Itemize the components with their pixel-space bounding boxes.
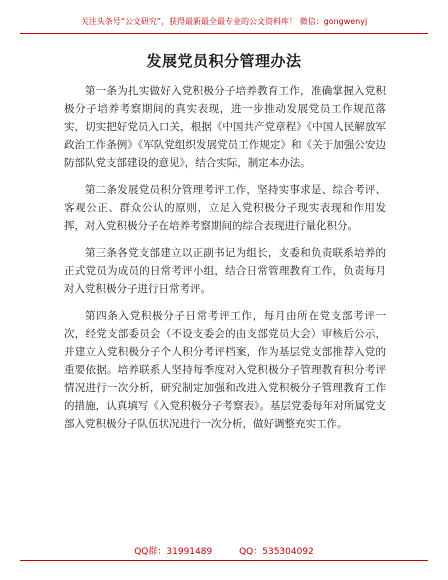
footer-qq-group: QQ群：31991489 [134, 547, 213, 557]
document-title: 发展党员积分管理办法 [146, 52, 302, 70]
paragraph-article-2: 第二条发展党员积分管理考评工作，坚持实事求是、综合考评、客观公正、群众公认的原则，立足入党积极分子现实表现和作用发挥，对入党积极分子在培养考察期间的综合表现进行量化积分。 [64, 184, 386, 232]
paragraph-article-1: 第一条为扎实做好入党积极分子培养教育工作，准确掌握入党积极分子培养考察期间的真实表现，进一步推动发展党员工作规范落实，切实把好党员入口关，根据《中国共产党章程》《中国人民解放军政治工作条例》《军队党组织发展党员工作规定》和《关于加强公安边防部队党支部建设的意见》，结合实际，制定本办法。 [64, 85, 386, 169]
header-banner: 关注头条号“公文研究”，获得最新最全最专业的公文资料库！ 微信：gongwenyj [20, 16, 428, 34]
footer-qq: QQ：535304092 [239, 547, 314, 557]
paragraph-article-3: 第三条各党支部建立以正副书记为组长，支委和负责联系培养的正式党员为成员的日常考评小组，结合日常管理教育工作，负责每月对入党积极分子进行日常考评。 [64, 247, 386, 295]
paragraph-article-4: 第四条入党积极分子日常考评工作，每月由所在党支部考评一次，经党支部委员会（不设支委会的由支部党员大会）审核后公示，并建立入党积极分子个人积分考评档案，作为基层党支部推荐入党的重要依据。培养联系人坚持每季度对入党积极分子管理教育积分考评情况进行一次分析，研究制定加强和改进入党积极分子管理教育工作的措施，认真填写《入党积极分子考察表》。基层党委每年对所属党支部入党积极分子队伍状况进行一次分析，做好调整充实工作。 [64, 310, 386, 430]
footer-divider [20, 560, 428, 561]
footer-contact [0, 544, 448, 557]
document-body [64, 82, 386, 442]
